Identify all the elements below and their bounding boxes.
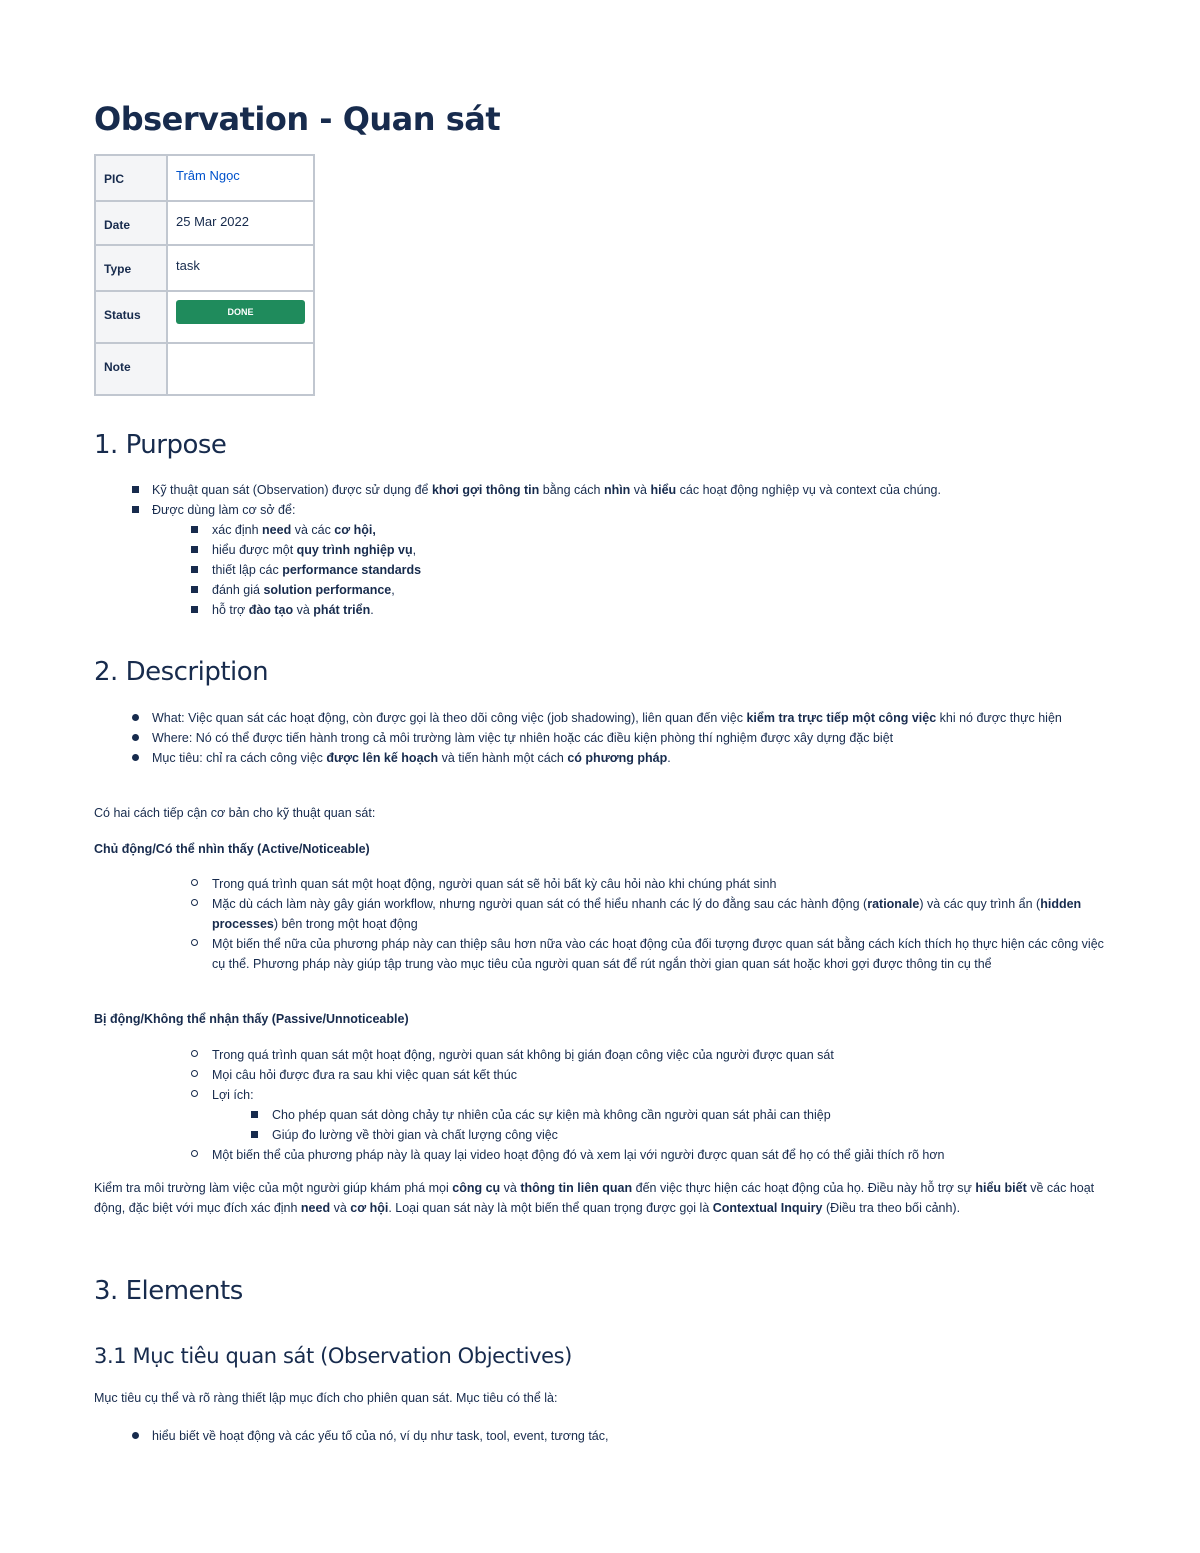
- list-item: Một biến thể nữa của phương pháp này can thiệp sâu hơn nữa vào các hoạt động của đối tượng được quan sát bằng cách kích thích họ thực hiện các công việc cụ thể. Phương pháp này giúp tập trung vào mục tiêu của người quan sát để rút ngắn thời gian quan sát hoặc khơi gợi được thông tin cụ thể: [94, 934, 1106, 974]
- purpose-list: [94, 480, 1106, 620]
- subheading-active: Chủ động/Có thể nhìn thấy (Active/Noticeable): [94, 842, 370, 856]
- meta-label: Note: [95, 343, 167, 395]
- metadata-table: [94, 154, 315, 396]
- description-list: [94, 708, 1106, 768]
- list-item: Mặc dù cách làm này gây gián workflow, nhưng người quan sát có thể hiểu nhanh các lý do đằng sau các hành động (rationale) và các quy trình ẩn (hidden processes) bên trong một hoạt động: [94, 894, 1106, 934]
- page-title: Observation - Quan sát: [94, 100, 501, 138]
- list-item: thiết lập các performance standards: [94, 560, 1106, 580]
- list-item: Được dùng làm cơ sở để:: [94, 500, 1106, 520]
- list-item: hiểu được một quy trình nghiệp vụ,: [94, 540, 1106, 560]
- list-item: Kỹ thuật quan sát (Observation) được sử dụng để khơi gợi thông tin bằng cách nhìn và hiểu các hoạt động nghiệp vụ và context của chúng.: [94, 480, 1106, 500]
- paragraph: Có hai cách tiếp cận cơ bản cho kỹ thuật quan sát:: [94, 806, 376, 820]
- meta-row-note: [95, 343, 314, 395]
- type-value: task: [167, 245, 314, 291]
- paragraph: Mục tiêu cụ thể và rõ ràng thiết lập mục đích cho phiên quan sát. Mục tiêu có thể là:: [94, 1391, 558, 1405]
- paragraph: Kiểm tra môi trường làm việc của một người giúp khám phá mọi công cụ và thông tin liên quan đến việc thực hiện các hoạt động của họ. Điều này hỗ trợ sự hiểu biết về các hoạt động, đặc biệt với mục đích xác định need và cơ hội. Loại quan sát này là một biến thể quan trọng được gọi là Contextual Inquiry (Điều tra theo bối cảnh).: [94, 1181, 1095, 1215]
- document-page: [94, 96, 1106, 1443]
- meta-row-type: [95, 245, 314, 291]
- list-item: Lợi ích:: [94, 1085, 1106, 1105]
- list-item: Where: Nó có thể được tiến hành trong cả môi trường làm việc tự nhiên hoặc các điều kiện phòng thí nghiệm được xây dựng đặc biệt: [94, 728, 1106, 748]
- list-item: What: Việc quan sát các hoạt động, còn được gọi là theo dõi công việc (job shadowing), liên quan đến việc kiểm tra trực tiếp một công việc khi nó được thực hiện: [94, 708, 1106, 728]
- pic-user-link[interactable]: Trâm Ngọc: [176, 168, 240, 183]
- passive-list: [94, 1045, 1106, 1165]
- list-item: đánh giá solution performance,: [94, 580, 1106, 600]
- meta-row-date: [95, 201, 314, 245]
- section-heading-description: 2. Description: [94, 657, 269, 687]
- meta-label: PIC: [95, 155, 167, 201]
- list-item: Trong quá trình quan sát một hoạt động, người quan sát sẽ hỏi bất kỳ câu hỏi nào khi chúng phát sinh: [94, 874, 1106, 894]
- note-value: [167, 343, 314, 395]
- list-item: Trong quá trình quan sát một hoạt động, người quan sát không bị gián đoạn công việc của người được quan sát: [94, 1045, 1106, 1065]
- list-item: Một biến thể của phương pháp này là quay lại video hoạt động đó và xem lại với người được quan sát để họ có thể giải thích rõ hơn: [94, 1145, 1106, 1165]
- meta-label: Status: [95, 291, 167, 343]
- list-item: Mục tiêu: chỉ ra cách công việc được lên kế hoạch và tiến hành một cách có phương pháp.: [94, 748, 1106, 768]
- list-item: xác định need và các cơ hội,: [94, 520, 1106, 540]
- subheading-passive: Bị động/Không thể nhận thấy (Passive/Unnoticeable): [94, 1012, 409, 1026]
- list-item: Cho phép quan sát dòng chảy tự nhiên của các sự kiện mà không cần người quan sát phải can thiệp: [94, 1105, 1106, 1125]
- meta-label: Date: [95, 201, 167, 245]
- section-heading-elements: 3. Elements: [94, 1276, 243, 1306]
- subsection-heading: 3.1 Mục tiêu quan sát (Observation Objectives): [94, 1344, 572, 1368]
- meta-row-pic: [95, 155, 314, 201]
- list-item: hỗ trợ đào tạo và phát triển.: [94, 600, 1106, 620]
- objectives-list: [94, 1426, 1106, 1446]
- meta-label: Type: [95, 245, 167, 291]
- list-item: Giúp đo lường về thời gian và chất lượng công việc: [94, 1125, 1106, 1145]
- active-list: [94, 874, 1106, 974]
- status-badge: DONE: [176, 300, 305, 324]
- date-value: 25 Mar 2022: [167, 201, 314, 245]
- list-item: Mọi câu hỏi được đưa ra sau khi việc quan sát kết thúc: [94, 1065, 1106, 1085]
- meta-row-status: [95, 291, 314, 343]
- list-item: hiểu biết về hoạt động và các yếu tố của nó, ví dụ như task, tool, event, tương tác,: [94, 1426, 1106, 1446]
- section-heading-purpose: 1. Purpose: [94, 430, 227, 460]
